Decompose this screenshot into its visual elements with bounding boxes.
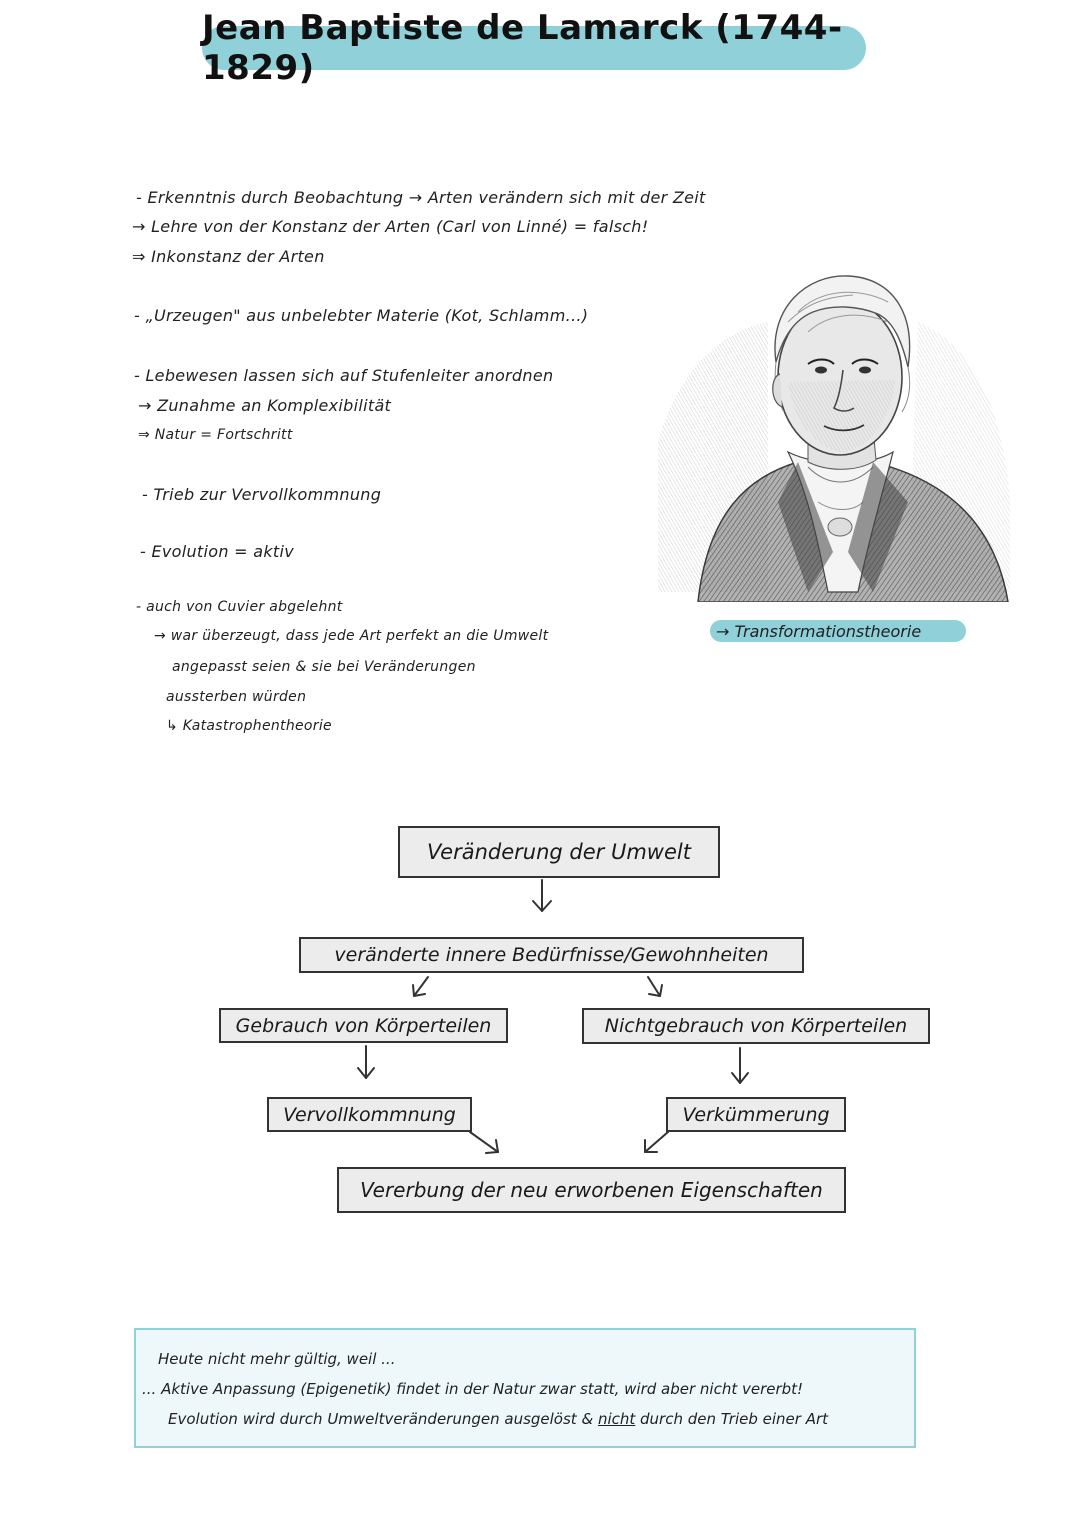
page-title: Jean Baptiste de Lamarck (1744-1829) bbox=[202, 26, 866, 70]
box-changed-needs: veränderte innere Bedürfnisse/Gewohnheiten bbox=[299, 937, 804, 973]
emphasis-not: nicht bbox=[597, 1410, 636, 1428]
note-line: - auch von Cuvier abgelehnt bbox=[136, 599, 343, 615]
arrow-down-left-icon bbox=[413, 977, 428, 996]
arrow-down-right-icon bbox=[648, 977, 662, 996]
conclusion-line: ... Aktive Anpassung (Epigenetik) findet in der Natur zwar statt, wird aber nicht vererbt! bbox=[142, 1380, 804, 1398]
note-line: aussterben würden bbox=[166, 689, 307, 705]
conclusion-text: durch den Trieb einer Art bbox=[640, 1410, 828, 1428]
arrow-down-icon bbox=[358, 1046, 374, 1078]
note-line: → war überzeugt, dass jede Art perfekt an die Umwelt bbox=[154, 628, 549, 644]
box-perfection: Vervollkommnung bbox=[267, 1097, 472, 1132]
lamarck-portrait bbox=[658, 262, 1013, 602]
note-line: - „Urzeugen" aus unbelebter Materie (Kot, Schlamm...) bbox=[134, 306, 589, 325]
arrow-down-icon bbox=[533, 880, 551, 911]
transformation-theory-tag: → Transformationstheorie bbox=[710, 620, 966, 642]
box-environment-change: Veränderung der Umwelt bbox=[398, 826, 720, 878]
note-line: ⇒ Inkonstanz der Arten bbox=[132, 247, 325, 266]
note-line: → Lehre von der Konstanz der Arten (Carl von Linné) = falsch! bbox=[132, 217, 649, 236]
arrow-down-icon bbox=[732, 1048, 748, 1083]
conclusion-line bbox=[168, 1410, 828, 1428]
box-disuse-of-body-parts: Nichtgebrauch von Körperteilen bbox=[582, 1008, 930, 1044]
note-line: angepasst seien & sie bei Veränderungen bbox=[172, 659, 476, 675]
note-line: - Evolution = aktiv bbox=[140, 542, 294, 561]
note-line: ⇒ Natur = Fortschritt bbox=[138, 427, 293, 443]
box-use-of-body-parts: Gebrauch von Körperteilen bbox=[219, 1008, 508, 1043]
conclusion-text: Evolution wird durch Umweltveränderungen ausgelöst & bbox=[168, 1410, 594, 1428]
box-inheritance: Vererbung der neu erworbenen Eigenschaften bbox=[337, 1167, 846, 1213]
note-line: - Lebewesen lassen sich auf Stufenleiter anordnen bbox=[134, 366, 554, 385]
note-line: - Trieb zur Vervollkommnung bbox=[142, 485, 382, 504]
arrow-down-right-icon bbox=[470, 1132, 498, 1153]
note-line: → Zunahme an Komplexibilität bbox=[138, 396, 392, 415]
box-atrophy: Verkümmerung bbox=[666, 1097, 846, 1132]
arrow-down-left-icon bbox=[645, 1132, 668, 1152]
note-line: - Erkenntnis durch Beobachtung → Arten verändern sich mit der Zeit bbox=[136, 188, 706, 207]
note-line: ↳ Katastrophentheorie bbox=[166, 718, 332, 734]
conclusion-line: Heute nicht mehr gültig, weil ... bbox=[158, 1350, 396, 1368]
conclusion-box bbox=[134, 1328, 916, 1448]
